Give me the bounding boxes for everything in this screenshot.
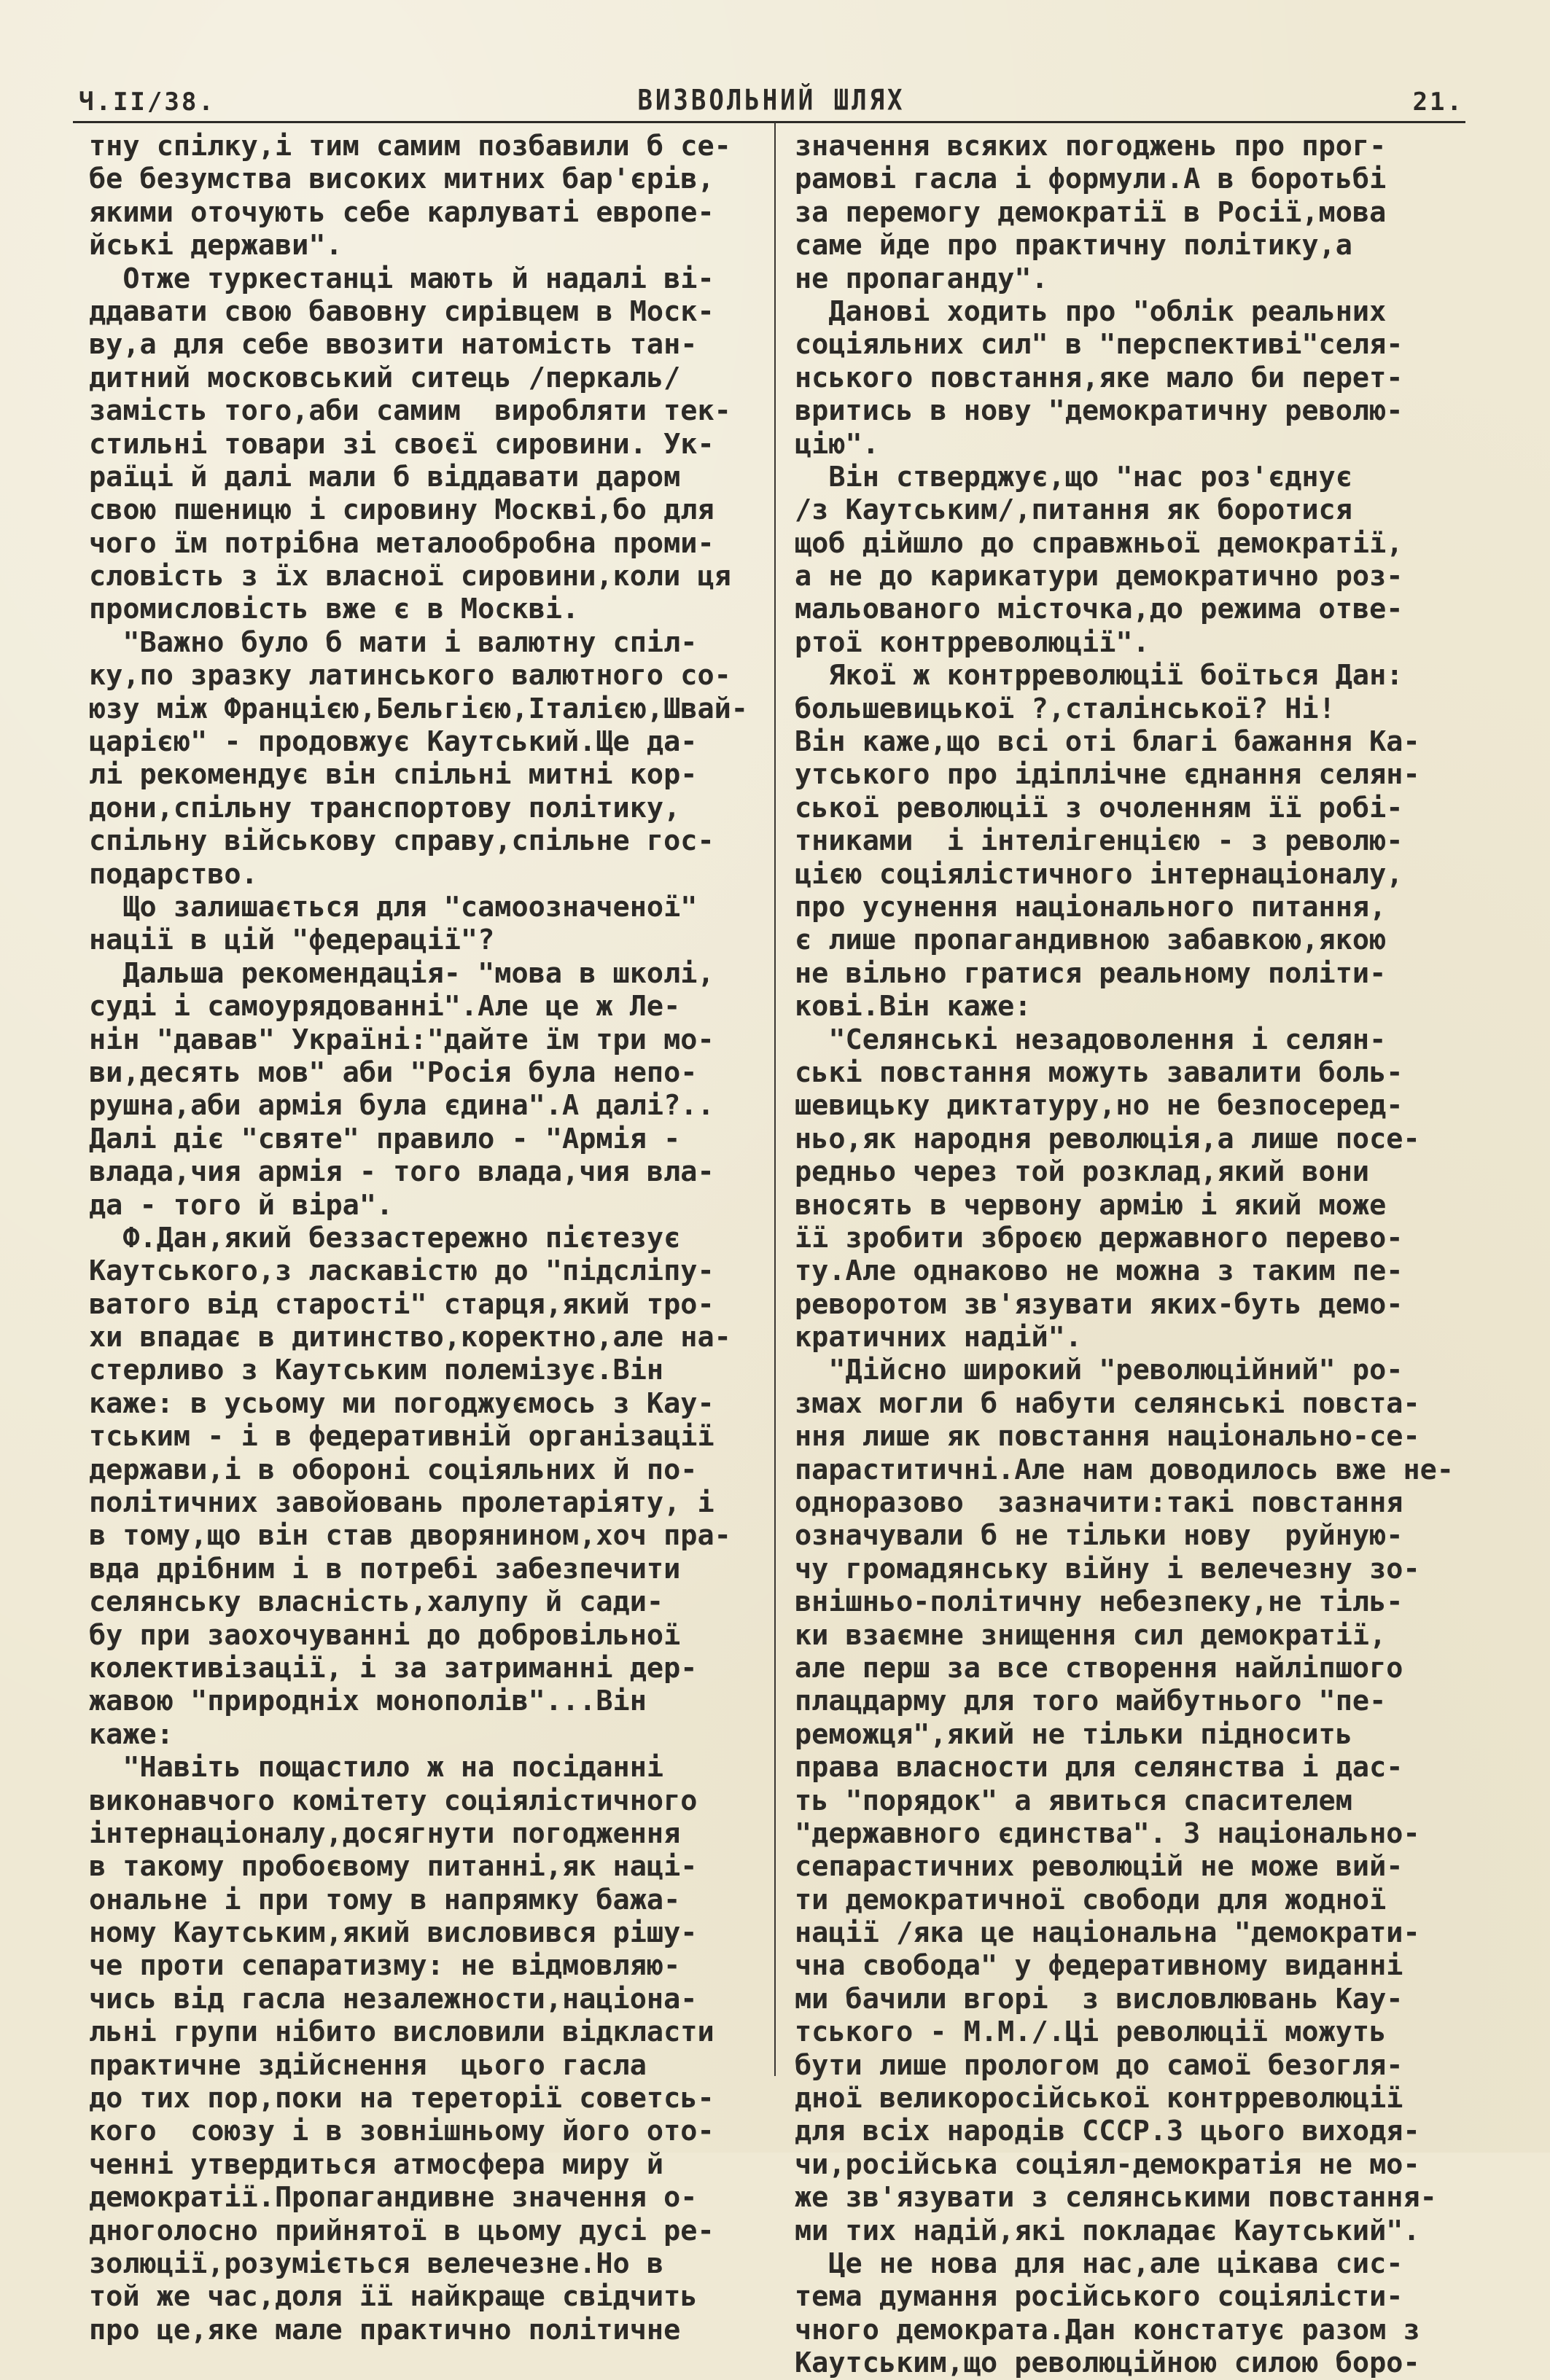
text-line: селянську власність,халупу й сади-	[89, 1585, 664, 1619]
page-number: 21.	[1412, 87, 1464, 117]
text-line: є лише пропагандивною забавкою,якою	[795, 924, 1387, 957]
page-header	[79, 82, 1464, 122]
text-line: суді і самоурядованні".Але це ж Ле-	[89, 990, 681, 1023]
text-line: внішньо-політичну небезпеку,не тіль-	[795, 1585, 1403, 1619]
text-line: вритись в нову "демократичну револю-	[795, 394, 1403, 428]
text-line: бути лише прологом до самої безогля-	[795, 2048, 1403, 2082]
text-line: золюції,розуміється велечезне.Но в	[89, 2247, 664, 2280]
text-line: редньо через той розклад,який вони	[795, 1155, 1370, 1189]
text-line: чись від гасла незалежности,націона-	[89, 1982, 698, 2016]
text-line: ської революції з очоленням її робі-	[795, 791, 1403, 824]
text-line: дони,спільну транспортову політику,	[89, 791, 681, 824]
text-line: чого їм потрібна металообробна проми-	[89, 526, 714, 560]
text-line: Отже туркестанці мають й надалі ві-	[89, 262, 714, 295]
text-line: ньо,як народня революція,а лише посе-	[795, 1122, 1420, 1155]
text-line: Данові ходить про "облік реальних	[795, 294, 1387, 328]
text-line: нського повстання,яке мало би перет-	[795, 361, 1403, 394]
text-line: кратичних надій".	[795, 1321, 1083, 1354]
text-line: але перш за все створення найліпшого	[795, 1651, 1403, 1685]
text-line: "Дійсно широкий "революційний" ро-	[795, 1354, 1403, 1387]
text-line: ські повстання можуть завалити боль-	[795, 1056, 1403, 1089]
text-line: ртої контрреволюції".	[795, 625, 1150, 659]
text-line: реворотом зв'язувати яких-буть демо-	[795, 1287, 1403, 1321]
text-line: в такому пробоєвому питанні,як наці-	[89, 1850, 698, 1884]
text-line: інтернаціоналу,досягнути погодження	[89, 1817, 681, 1850]
text-line: про усунення національного питання,	[795, 890, 1387, 924]
text-line: ви,десять мов" аби "Росія була непо-	[89, 1056, 698, 1089]
text-line: ватого від старості" старця,який тро-	[89, 1287, 714, 1321]
text-line: Він стверджує,що "нас роз'єднує	[795, 460, 1352, 493]
text-line: тну спілку,і тим самим позбавили б се-	[89, 130, 731, 163]
text-line: тським - і в федеративній організації	[89, 1420, 714, 1454]
text-line: ональне і при тому в напрямку бажа-	[89, 1883, 681, 1916]
text-line: ддавати свою бавовну сирівцем в Моск-	[89, 294, 714, 328]
text-line: ти демократичної свободи для жодної	[795, 1883, 1387, 1916]
text-line: Далі діє "святе" правило - "Армія -	[89, 1122, 681, 1155]
text-line: нації /яка це національна "демократи-	[795, 1916, 1420, 1950]
text-line: тема думання російського соціялісти-	[795, 2280, 1403, 2314]
text-line: /з Каутським/,питання як боротися	[795, 493, 1352, 527]
right-column	[795, 130, 1473, 2380]
text-line: че проти сепаратизму: не відмовляю-	[89, 1949, 681, 1983]
text-line: для всіх народів СССР.З цього виходя-	[795, 2115, 1420, 2148]
text-line: колективізації, і за затриманні дер-	[89, 1651, 698, 1685]
text-line: дитний московський ситець /перкаль/	[89, 361, 681, 394]
text-line: "Навіть пощастило ж на посіданні	[89, 1751, 664, 1784]
text-line: да - того й віра".	[89, 1188, 394, 1222]
text-line: а не до карикатури демократично роз-	[795, 560, 1403, 593]
text-line: в тому,що він став дворянином,хоч пра-	[89, 1519, 731, 1553]
text-line: виконавчого комітету соціялістичного	[89, 1784, 698, 1817]
text-line: цією соціялістичного інтернаціоналу,	[795, 857, 1403, 891]
text-line: ту.Але однаково не можна з таким пе-	[795, 1255, 1403, 1288]
text-line: ми тих надій,які покладає Каутський".	[795, 2214, 1420, 2247]
issue-number: Ч.II/38.	[79, 87, 216, 117]
text-line: Він каже,що всі оті благі бажання Ка-	[795, 725, 1420, 759]
text-line: спільну військову справу,спільне гос-	[89, 824, 714, 858]
text-line: політичних завойовань пролетаріяту, і	[89, 1486, 714, 1520]
text-line: дноголосно прийнятої в цьому дусі ре-	[89, 2214, 714, 2247]
text-line: лі рекомендує він спільні митні кор-	[89, 758, 698, 792]
text-line: подарство.	[89, 857, 258, 891]
column-divider	[774, 122, 776, 2076]
text-line: саме йде про практичну політику,а	[795, 229, 1352, 262]
text-line: "державного єдинства". З національно-	[795, 1817, 1420, 1850]
text-line: рушна,аби армія була єдина".А далі?..	[89, 1089, 714, 1123]
text-line: льні групи нібито висловили відкласти	[89, 2016, 714, 2049]
text-line: каже: в усьому ми погоджуємось з Кау-	[89, 1386, 714, 1420]
text-line: же зв'язувати з селянськими повстання-	[795, 2181, 1437, 2215]
text-line: мальованого місточка,до режима отве-	[795, 593, 1403, 626]
text-line: той же час,доля її найкраще свідчить	[89, 2280, 698, 2314]
text-line: до тих пор,поки на тереторії советсь-	[89, 2082, 714, 2115]
text-line: замість того,аби самим виробляти тек-	[89, 394, 731, 428]
text-line: чна свобода" у федеративному виданні	[795, 1949, 1403, 1983]
text-line: промисловість вже є в Москві.	[89, 593, 580, 626]
text-line: соціяльних сил" в "перспективі"селя-	[795, 328, 1403, 362]
text-line: вда дрібним і в потребі забезпечити	[89, 1552, 681, 1585]
text-line: свою пшеницю і сировину Москві,бо для	[89, 493, 714, 527]
text-line: нін "давав" Україні:"дайте їм три мо-	[89, 1023, 714, 1056]
text-line: не пропаганду".	[795, 262, 1048, 295]
text-line: демократії.Пропагандивне значення о-	[89, 2181, 698, 2215]
text-line: "Селянські незадоволення і селян-	[795, 1023, 1387, 1056]
text-line: юзу між Францією,Бельгією,Італією,Швай-	[89, 692, 748, 725]
text-line: хи впадає в дитинство,коректно,але на-	[89, 1321, 731, 1354]
text-line: большевицької ?,сталінської? Ні!	[795, 692, 1336, 725]
text-line: її зробити зброєю державного перево-	[795, 1221, 1403, 1255]
text-line: стерливо з Каутським полемізує.Він	[89, 1354, 664, 1387]
text-line: щоб дійшло до справжньої демократії,	[795, 526, 1403, 560]
text-line: вносять в червону армію і який може	[795, 1188, 1387, 1222]
text-line: практичне здійснення цього гасла	[89, 2048, 647, 2082]
text-line: чного демократа.Дан констатує разом з	[795, 2313, 1420, 2346]
text-line: тського - М.М./.Ці революції можуть	[795, 2016, 1387, 2049]
text-line: Що залишається для "самоозначеної"	[89, 890, 698, 924]
text-line: кого союзу і в зовнішньому його ото-	[89, 2115, 714, 2148]
text-line: Каутським,що революційною силою боро-	[795, 2346, 1420, 2380]
text-line: "Важно було б мати і валютну спіл-	[89, 625, 698, 659]
text-line: ному Каутським,який висловився рішу-	[89, 1916, 698, 1950]
text-line: цію".	[795, 427, 879, 461]
text-line: шевицьку диктатуру,но не безпосеред-	[795, 1089, 1403, 1123]
text-line: раїці й далі мали б віддавати даром	[89, 460, 681, 493]
text-line: за перемогу демократії в Росії,мова	[795, 195, 1387, 229]
text-line: ки взаємне знищення сил демократії,	[795, 1618, 1387, 1652]
text-line: Якої ж контрреволюції боїться Дан:	[795, 659, 1403, 692]
text-line: Каутського,з ласкавістю до "підсліпу-	[89, 1255, 714, 1288]
text-line: влада,чия армія - того влада,чия вла-	[89, 1155, 714, 1189]
text-line: ть "порядок" а явиться спасителем	[795, 1784, 1352, 1817]
text-line: кові.Він каже:	[795, 990, 1032, 1023]
text-line: дної великоросійської контрреволюції	[795, 2082, 1403, 2115]
text-line: тниками і інтелігенцією - з револю-	[795, 824, 1403, 858]
text-line: права власности для селянства і дас-	[795, 1751, 1403, 1784]
text-line: словість з їх власної сировини,коли ця	[89, 560, 731, 593]
header-rule	[73, 121, 1465, 123]
text-line: значення всяких погоджень про прог-	[795, 130, 1387, 163]
text-line: ку,по зразку латинського валютного со-	[89, 659, 731, 692]
text-line: рамові гасла і формули.А в боротьбі	[795, 163, 1387, 196]
text-line: ву,а для себе ввозити натомість тан-	[89, 328, 698, 362]
text-line: каже:	[89, 1717, 174, 1751]
text-line: змах могли б набути селянські повста-	[795, 1386, 1420, 1420]
text-line: сепарастичних революцій не може вий-	[795, 1850, 1403, 1884]
text-line: жавою "природніх монополів"...Він	[89, 1685, 647, 1718]
text-line: реможця",який не тільки підносить	[795, 1717, 1352, 1751]
text-line: йські держави".	[89, 229, 343, 262]
text-line: нації в цій "федерації"?	[89, 924, 495, 957]
journal-title: ВИЗВОЛЬНИЙ ШЛЯХ	[637, 84, 906, 117]
left-column	[89, 130, 771, 2346]
text-line: ми бачили вгорі з висловлювань Кау-	[795, 1982, 1403, 2016]
text-line: Дальша рекомендація- "мова в школі,	[89, 956, 714, 990]
text-line: бе безумства високих митних бар'єрів,	[89, 163, 714, 196]
text-line: царією" - продовжує Каутський.Ще да-	[89, 725, 698, 759]
text-line: держави,і в обороні соціяльних й по-	[89, 1453, 698, 1486]
text-line: Це не нова для нас,але цікава сис-	[795, 2247, 1403, 2280]
text-line: якими оточують себе карлуваті европе-	[89, 195, 714, 229]
text-line: одноразово зазначити:такі повстання	[795, 1486, 1403, 1520]
text-line: параститичні.Але нам доводилось вже не-	[795, 1453, 1454, 1486]
text-line: Ф.Дан,який беззастережно пієтезує	[89, 1221, 681, 1255]
text-line: про це,яке мале практично політичне	[89, 2313, 681, 2346]
text-line: стильні товари зі своєї сировини. Ук-	[89, 427, 714, 461]
text-line: чи,російська соціял-демократія не мо-	[795, 2147, 1420, 2181]
text-line: плацдарму для того майбутнього "пе-	[795, 1685, 1387, 1718]
text-line: ння лише як повстання національно-се-	[795, 1420, 1420, 1454]
text-line: бу при заохочуванні до добровільної	[89, 1618, 681, 1652]
text-line: утського про ідіплічне єднання селян-	[795, 758, 1420, 792]
text-line: означували б не тільки нову руйную-	[795, 1519, 1403, 1553]
text-line: чу громадянську війну і велечезну зо-	[795, 1552, 1420, 1585]
text-line: не вільно гратися реальному політи-	[795, 956, 1387, 990]
text-line: ченні утвердиться атмосфера миру й	[89, 2147, 664, 2181]
